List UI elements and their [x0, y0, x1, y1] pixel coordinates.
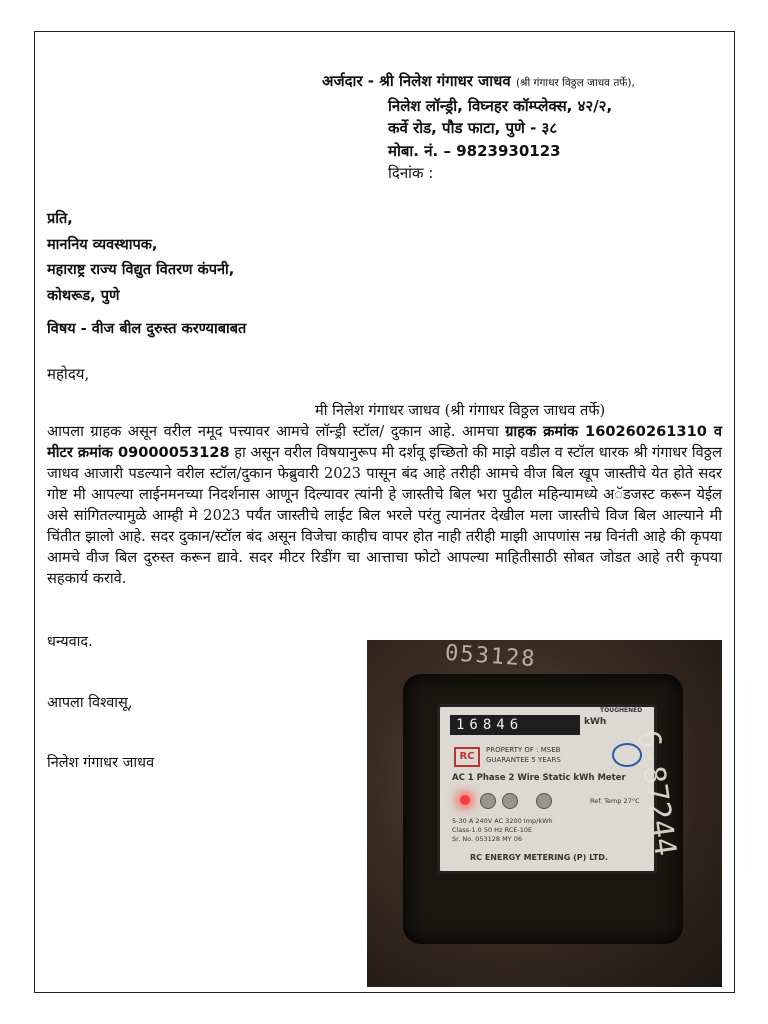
- salutation: महोदय,: [47, 365, 90, 383]
- toughened-label: TOUGHENED: [600, 707, 643, 714]
- spec-line: Class-1.0 50 Hz RCE-10E: [452, 826, 533, 834]
- subject-line: विषय - वीज बील दुरुस्त करण्याबाबत: [47, 321, 247, 337]
- recipient-to: प्रति,: [47, 211, 73, 227]
- spec-line: 5-30 A 240V AC 3200 Imp/kWh: [452, 817, 553, 825]
- indicator-icon: [480, 793, 496, 809]
- sender-address-line1: निलेश लॉन्ड्री, विघ्नहर कॉम्प्लेक्स, ४२/२,: [388, 96, 613, 115]
- meter-unit: kWh: [584, 717, 607, 727]
- rc-logo-icon: RC: [454, 747, 480, 767]
- recipient-block: [47, 207, 234, 309]
- body-text-part2: हा असून वरील विषयानुरूप मी दर्शवू इच्छितो की माझे वडील व स्टॉल धारक श्री गंगाधर विठ्ठल जाधव आजारी पडल्याने वरील स्टॉल/दुकान फेब्रुवारी 2023 पासून बंद आहे तरीही आमचे वीज बिल खूप जास्तीचे येत होते सदर गोष्ट मी आपल्या लाईनमनच्या निदर्शनास आणून दिल्यावर त्यांनी हे जास्तीचे बिल भरा पुढील महिन्यामध्ये अॅडजस्ट करून येईल असे सांगितल्यामुळे आम्ही मे 2023 पर्यंत जास्तीचे लाईट बिल भरले परंतु त्यानंतर देखील मला जास्तीचे विज बिल आल्याने मी चिंतीत झालो आहे. सदर दुकान/स्टॉल बंद असून विजेचा काहीच वापर होत नाही तरीही माझी आपणांस नम्र विनंती आहे की कृपया आमचे वीज बिल दुरुस्त करून द्यावे. सदर मीटर रिडींग चा आत्ताचा फोटो आपल्या माहितीसाठी सोबत जोडत आहे तरी कृपया सहकार्य करावे.: [47, 444, 722, 587]
- meter-owner-info: [486, 745, 561, 765]
- body-first-line: मी निलेश गंगाधर जाधव (श्री गंगाधर विठ्ठल जाधव तर्फे): [315, 402, 606, 419]
- recipient-location: कोथरूड, पुणे: [47, 287, 120, 304]
- date-label: दिनांक :: [388, 164, 434, 182]
- meter-photo: [367, 640, 722, 987]
- sender-on-behalf: (श्री गंगाधर विठ्ठल जाधव तर्फे),: [515, 77, 635, 89]
- recipient-company: महाराष्ट्र राज्य विद्युत वितरण कंपनी,: [47, 262, 235, 278]
- led-pulse-icon: [460, 795, 470, 805]
- sender-block: [322, 70, 732, 185]
- meter-reading: 16846: [450, 715, 580, 735]
- indicator-icon: [502, 793, 518, 809]
- meter-type-label: AC 1 Phase 2 Wire Static kWh Meter: [452, 773, 626, 783]
- meter-maker: RC ENERGY METERING (P) LTD.: [470, 853, 608, 862]
- sender-name-line: [322, 70, 732, 95]
- signature-name: निलेश गंगाधर जाधव: [47, 755, 155, 771]
- recipient-title: माननिय व्यवस्थापक,: [47, 236, 158, 253]
- handwritten-number: 6-87244: [630, 728, 683, 859]
- closing-line: आपला विश्वासू,: [47, 695, 133, 711]
- meter-faceplate: [437, 704, 657, 874]
- sender-address-line2: कर्वे रोड, पौड फाटा, पुणे - ३८: [388, 119, 558, 137]
- consumer-meter-number: ग्राहक क्रमांक 160260261310 व मीटर क्रमांक 09000053128: [47, 423, 722, 461]
- meter-guarantee: GUARANTEE 5 YEARS: [486, 756, 561, 764]
- indicator-icon: [536, 793, 552, 809]
- meter-specs: [452, 817, 647, 844]
- body-text-part1: आपला ग्राहक असून वरील नमूद पत्त्यावर आमचे लॉन्ड्री स्टॉल/ दुकान आहे. आमचा: [47, 423, 506, 440]
- sender-name: अर्जदार - श्री निलेश गंगाधर जाधव: [322, 72, 511, 90]
- meter-stamp-number: 053128: [444, 640, 538, 673]
- letter-body: [47, 400, 722, 589]
- spec-line: Sr. No. 053128 MY 06: [452, 835, 522, 843]
- ref-temp-label: Ref. Temp 27°C: [590, 797, 640, 805]
- thanks-line: धन्यवाद.: [47, 634, 93, 650]
- sender-mobile: मोबा. नं. – 9823930123: [388, 141, 561, 160]
- meter-owner: PROPERTY OF : MSEB: [486, 746, 561, 754]
